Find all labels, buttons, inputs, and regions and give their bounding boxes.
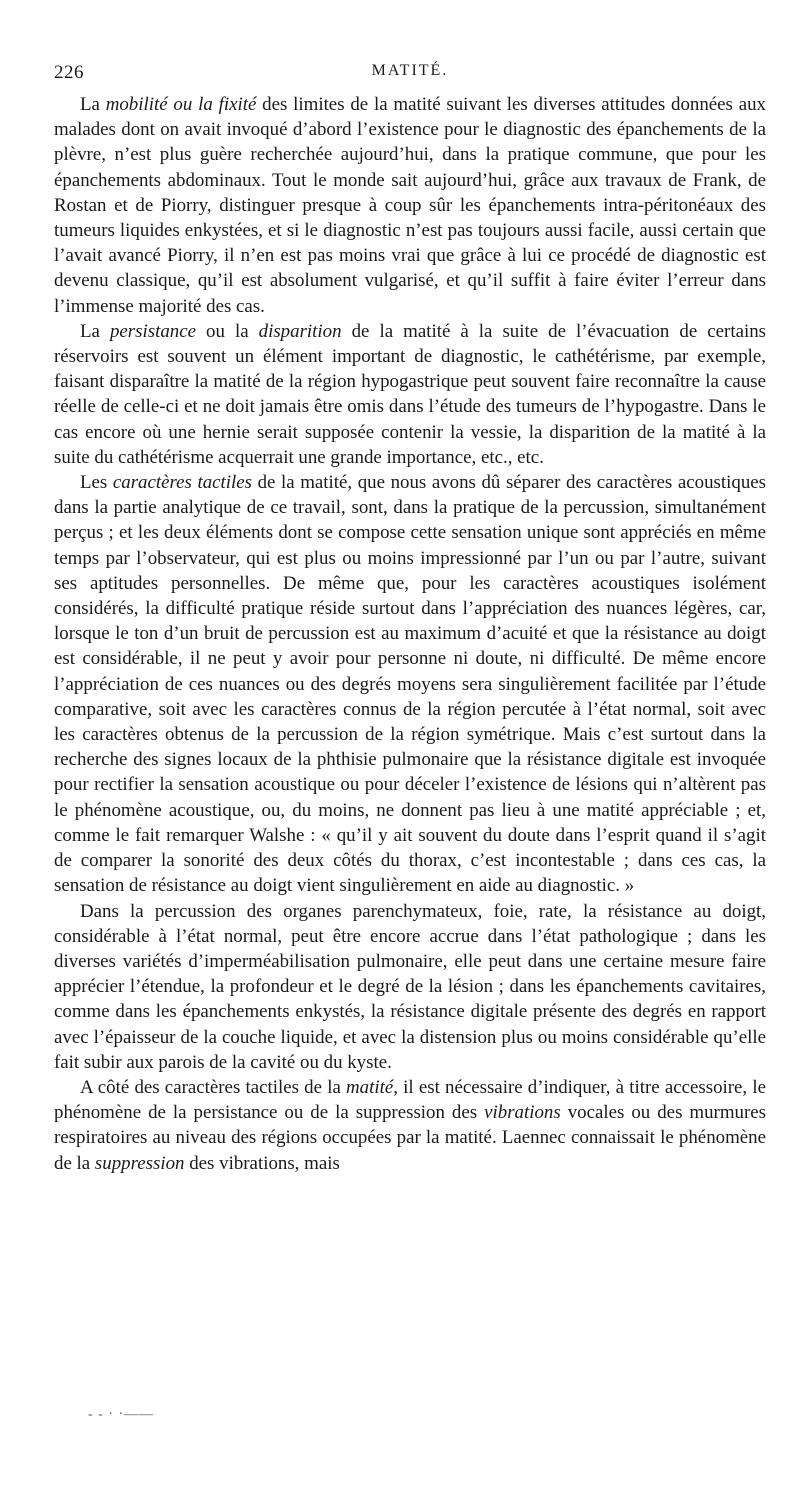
page-number: 226 [54, 62, 84, 83]
text-run: de la matité, que nous avons dû séparer des caractères acoustiques dans la partie analytique de ce travail, sont, dans la pratique de la percussion, simultanément perçus ; et les deux éléments dont se compose cette sensation unique sont appréciés en même temps par l’observateur, qui est plus ou moins impressionné par l’un ou par l’autre, suivant ses aptitudes personnelles. De même que, pour les caractères acoustiques isolément considérés, la difficulté pratique réside surtout dans l’appréciation des nuances légères, car, lorsque le ton d’un bruit de percussion est au maximum d’acuité et que la résistance au doigt est considérable, il ne peut y avoir pour personne ni doute, ni difficulté. De même encore l’appréciation de ces nuances ou des degrés moyens sera singulièrement facilitée par l’étude comparative, soit avec les caractères connus de la région percutée à l’état normal, soit avec les caractères obtenus de la percussion de la région symétrique. Mais c’est surtout dans la recherche des signes locaux de la phthisie pulmonaire que la résistance digitale est invoquée pour rectifier la sensation acoustique ou pour déceler l’existence de lésions qui n’altèrent pas le phénomène acoustique, ou, du moins, ne donnent pas lieu à une matité appréciable ; et, comme le fait remarquer Walshe : « qu’il y ait souvent du doute dans l’esprit quand il s’agit de comparer la sonorité des deux côtés du thorax, c’est incontestable ; dans ces cas, la sensation de résistance au doigt vient singulièrement en aide au diagnostic. » [54, 472, 766, 897]
paragraph [54, 1075, 766, 1176]
italic-term: disparition [258, 320, 342, 342]
paragraph [54, 899, 766, 1075]
body-text [54, 92, 766, 1176]
paragraph [54, 92, 766, 319]
italic-term: mobilité ou la fixité [105, 94, 257, 115]
text-run: de la matité à la suite de l’évacuation de certains réservoirs est souvent un élément important de diagnostic, le cathétérisme, par exemple, faisant disparaître la matité de la région hypogastrique peut souvent faire reconnaître la cause réelle de celle-ci et ne doit jamais être omis dans l’étude des tumeurs de l’hypogastre. Dans le cas encore où une hernie serait supposée contenir la vessie, la disparition de la matité à la suite du cathétérisme acquerrait une grande importance, etc., etc. [54, 320, 766, 468]
text-run: vocales ou des murmures respiratoires au niveau des régions occupées par la matité. Laennec connaissait le phénomène de la [54, 1102, 767, 1174]
text-run: des vibrations, mais [184, 1152, 340, 1174]
book-page [54, 62, 766, 1176]
text-run: A côté des caractères tactiles de la [80, 1076, 347, 1098]
text-run: La [80, 94, 106, 115]
running-head [54, 62, 766, 88]
italic-term: matité [346, 1076, 394, 1098]
text-run: des limites de la matité suivant les diverses attitudes données aux malades dont on avait invoqué d’abord l’existence pour le diagnostic des épanchements de la plèvre, n’est plus guère recherchée aujourd’hui, dans la pratique commune, que pour les épanchements abdominaux. Tout le monde sait aujourd’hui, grâce aux travaux de Frank, de Rostan et de Piorry, distinguer presque à coup sûr les épanchements intra-péritonéaux des tumeurs liquides enkystées, et si le diagnostic n’est pas toujours aussi facile, aussi certain que l’avait avancé Piorry, il n’en est pas moins vrai que grâce à lui ce procédé de diagnostic est devenu classique, qu’il est absolument vulgarisé, et qu’il suffit à faire éviter l’erreur dans l’immense majorité des cas. [54, 94, 766, 317]
italic-term: vibrations [484, 1102, 561, 1124]
italic-term: persistance [109, 320, 197, 342]
text-run: La [80, 320, 110, 342]
text-run: , il est nécessaire d’indiquer, à titre accessoire, le phénomène de la persistance ou de la suppression des [54, 1076, 766, 1124]
italic-term: suppression [94, 1152, 185, 1174]
running-title: MATITÉ. [371, 62, 449, 79]
italic-term: caractères tactiles [112, 472, 253, 494]
paragraph [54, 319, 766, 470]
paragraph [54, 470, 766, 898]
text-run: Dans la percussion des organes parenchymateux, foie, rate, la résistance au doigt, considérable à l’état normal, peut être encore accrue dans l’état pathologique ; dans les diverses variétés d’imperméabilisation pulmonaire, elle peut dans une certaine mesure faire apprécier l’étendue, la profondeur et le degré de la lésion ; dans les épanchements cavitaires, comme dans les épanchements enkystés, la résistance digitale présente des degrés en rapport avec l’épaisseur de la couche liquide, et avec la distension plus ou moins considérable qu’elle fait subir aux parois de la cavité ou du kyste. [54, 900, 766, 1073]
text-run: Les [80, 472, 113, 494]
text-run: ou la [196, 320, 259, 342]
footer-printer-mark: - - · ·—— [88, 1407, 155, 1422]
